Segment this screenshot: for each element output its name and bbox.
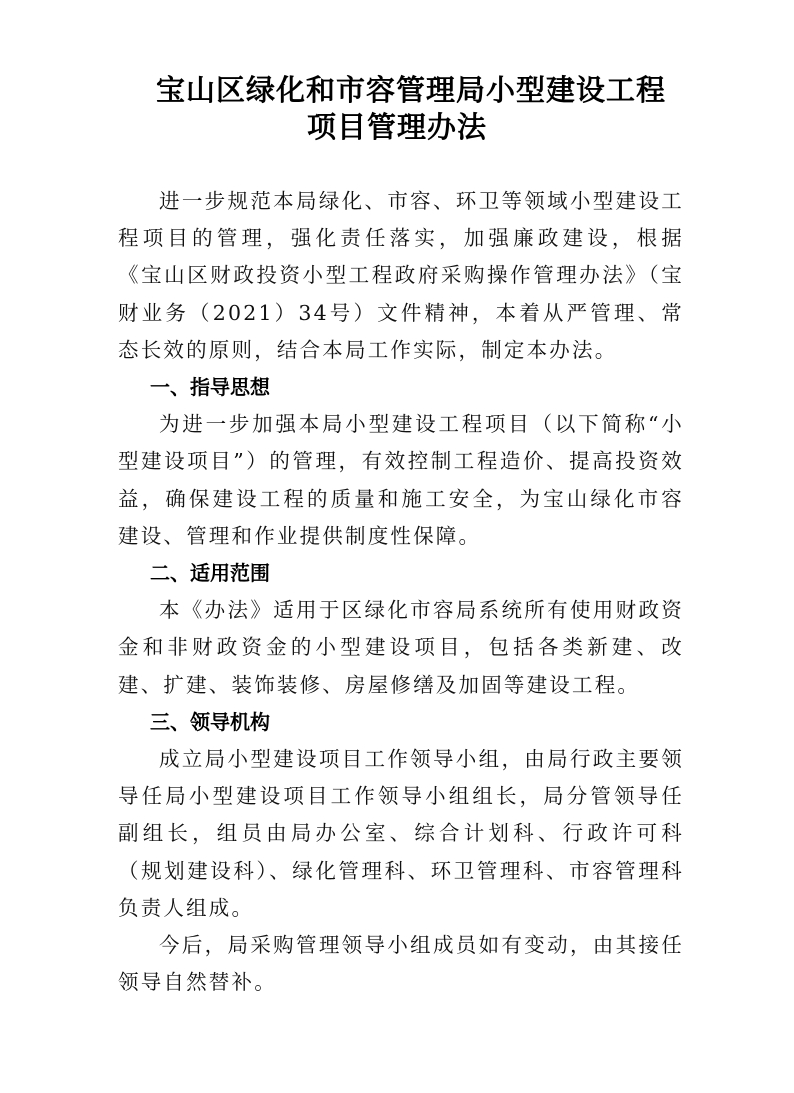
section-paragraph: 为进一步加强本局小型建设工程项目（以下简称“小型建设项目”）的管理，有效控制工程造价、提高投资效益，确保建设工程的质量和施工安全，为宝山绿化市容建设、管理和作业提供制度性保障。 bbox=[118, 412, 684, 548]
section-heading-scope: 二、适用范围 bbox=[150, 561, 270, 586]
section-heading-guiding-ideology: 一、指导思想 bbox=[150, 375, 270, 400]
document-title-line1: 宝山区绿化和市容管理局小型建设工程 bbox=[155, 73, 666, 107]
section-paragraph: 本《办法》适用于区绿化市容局系统所有使用财政资金和非财政资金的小型建设项目，包括各类新建、改建、扩建、装饰装修、房屋修缮及加固等建设工程。 bbox=[118, 598, 684, 697]
section-paragraph: 今后，局采购管理领导小组成员如有变动，由其接任领导自然替补。 bbox=[118, 933, 684, 995]
intro-paragraph: 进一步规范本局绿化、市容、环卫等领域小型建设工程项目的管理，强化责任落实，加强廉政建设，根据《宝山区财政投资小型工程政府采购操作管理办法》（宝财业务（2021）34号）文件精神，本着从严管理、常态长效的原则，结合本局工作实际，制定本办法。 bbox=[118, 189, 684, 362]
document-title-line2: 项目管理办法 bbox=[306, 110, 487, 144]
section-paragraph: 成立局小型建设项目工作领导小组，由局行政主要领导任局小型建设项目工作领导小组组长，局分管领导任副组长，组员由局办公室、综合计划科、行政许可科（规划建设科）、绿化管理科、环卫管理科、市容管理科负责人组成。 bbox=[118, 747, 684, 920]
section-heading-leadership: 三、领导机构 bbox=[150, 709, 270, 734]
document-body bbox=[118, 183, 684, 1001]
